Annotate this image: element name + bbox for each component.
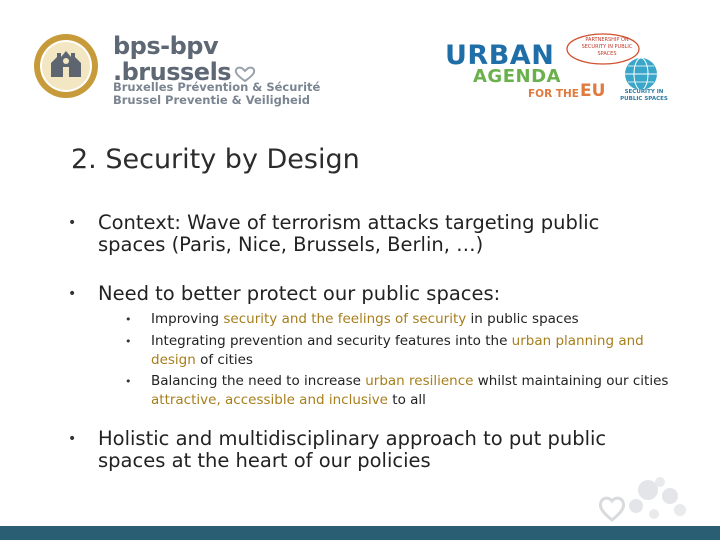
sub-highlight: security and the feelings of security — [223, 311, 467, 327]
bps-name-line2: .brussels — [113, 58, 232, 86]
security-in-public-spaces-label: SECURITY IN PUBLIC SPACES — [620, 89, 668, 102]
bullet-need — [68, 283, 668, 305]
sub-bullet-dot: • — [125, 375, 132, 388]
sub-highlight: urban resilience — [365, 373, 474, 389]
sub-text: Improving — [151, 311, 224, 327]
bullet-holistic — [68, 428, 668, 472]
bps-subtitle-nl: Brussel Preventie & Veiligheid — [113, 93, 311, 107]
sub-text: whilst maintaining our cities — [473, 373, 669, 389]
sub-text: to all — [388, 392, 426, 408]
bps-subtitle-fr: Bruxelles Prévention & Sécurité — [113, 80, 321, 94]
sub-bullet-2 — [125, 332, 671, 370]
agenda-wordmark: AGENDA — [473, 66, 561, 87]
sub-bullet-1 — [125, 310, 671, 329]
bullet-text: Context: Wave of terrorism attacks targeting public spaces (Paris, Nice, Brussels, Berlin, …) — [98, 211, 600, 256]
bullet-dot: • — [68, 431, 77, 447]
sub-bullet-3 — [125, 372, 671, 410]
bps-wordmark — [113, 33, 256, 85]
heart-bubbles-decoration-icon — [598, 476, 688, 524]
urban-wordmark: URBAN — [445, 40, 555, 71]
globe-icon — [624, 57, 658, 91]
bullet-dot: • — [68, 286, 77, 302]
sub-bullet-dot: • — [125, 313, 132, 326]
footer-bar — [0, 526, 720, 540]
bullet-dot: • — [68, 215, 77, 231]
bullet-text: Holistic and multidisciplinary approach to put public spaces at the heart of our policies — [98, 427, 607, 472]
partnership-label: PARTNERSHIP ON SECURITY IN PUBLIC SPACES — [581, 37, 633, 57]
bullet-context — [68, 212, 668, 256]
for-the-label: FOR THE — [528, 88, 579, 100]
bps-name-line1: bps-bpv — [113, 32, 219, 60]
sub-highlight: urban planning and design — [151, 333, 644, 368]
sub-text: of cities — [195, 352, 253, 368]
sub-text: Balancing the need to increase — [151, 373, 366, 389]
sub-highlight: attractive, accessible and inclusive — [151, 392, 388, 408]
sub-text: Integrating prevention and security features into the — [151, 333, 512, 349]
bps-seal-logo — [33, 33, 99, 99]
eu-label: EU — [580, 81, 606, 101]
slide-title: 2. Security by Design — [71, 144, 360, 175]
sub-text: in public spaces — [466, 311, 579, 327]
bullet-text: Need to better protect our public spaces: — [98, 282, 501, 305]
sub-bullet-dot: • — [125, 335, 132, 348]
